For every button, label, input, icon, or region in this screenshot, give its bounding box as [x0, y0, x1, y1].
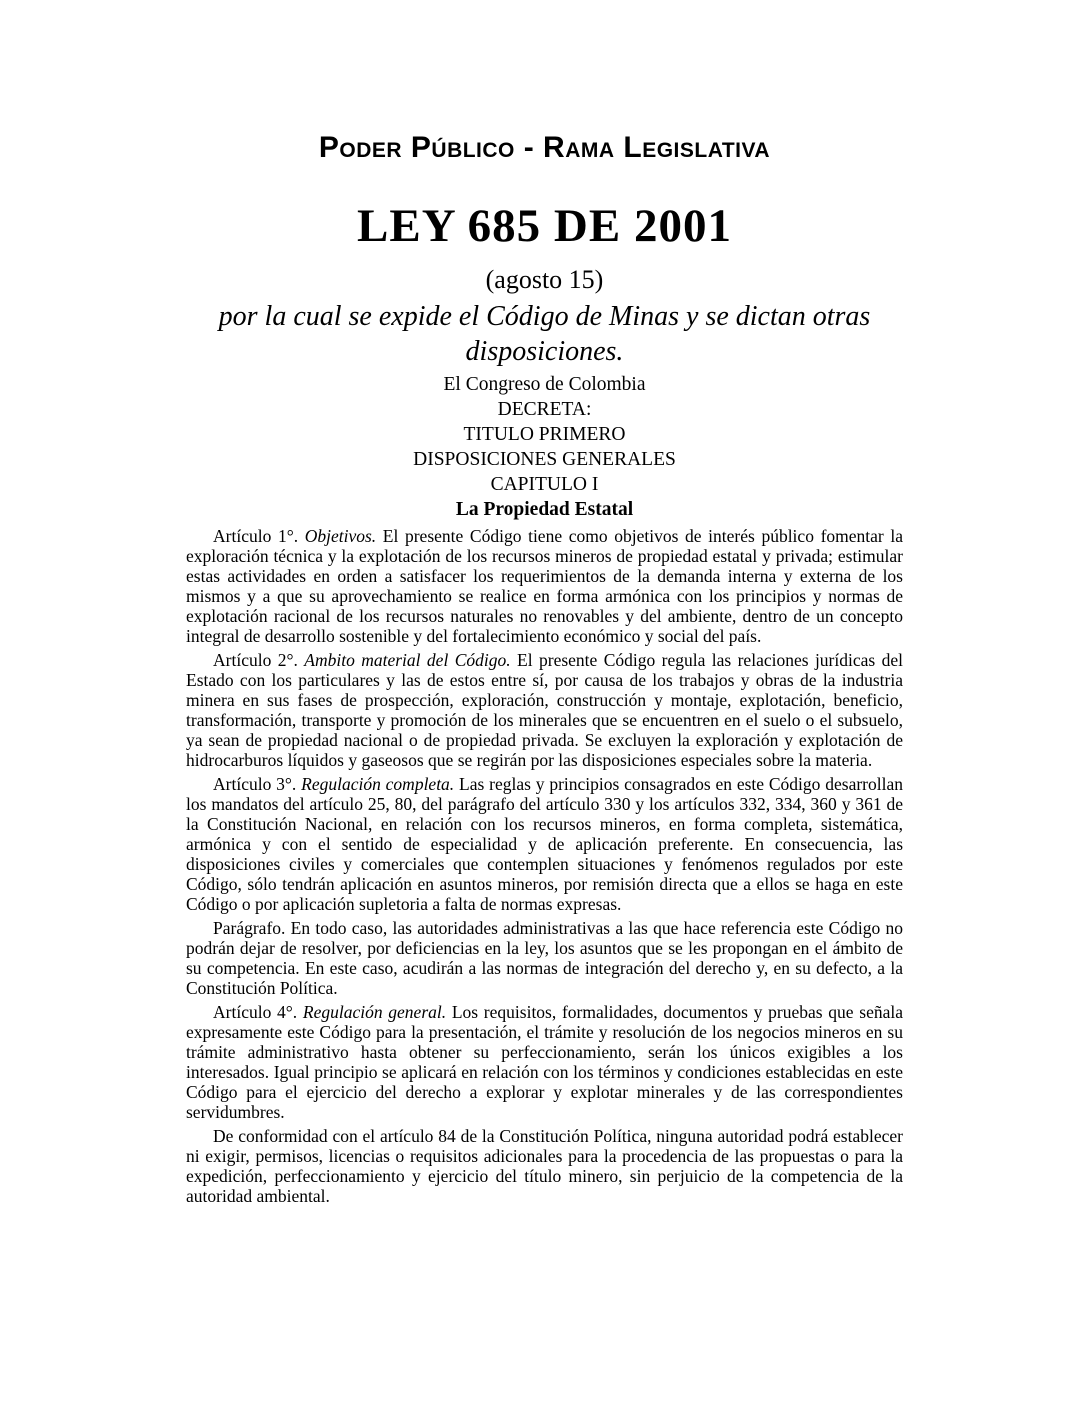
- chapter-title: La Propiedad Estatal: [455, 499, 634, 520]
- article-label: Artículo 3°.: [213, 774, 302, 794]
- articles-section: [186, 526, 903, 1206]
- article-body: El presente Código tiene como objetivos de interés público fomentar la exploración técnica y la explotación de los recursos mineros de propiedad estatal y privada; estimular estas actividades en orden a satisfacer los requerimientos de la demanda interna y externa de los mismos y a que su aprovechamiento se realice en forma armónica con los principios y normas de explotación racional de los recursos naturales no renovables y del ambiente, dentro de un concepto integral de desarrollo sostenible y del fortalecimiento económico y social del país.: [186, 526, 903, 646]
- article-paragraph: [186, 526, 903, 646]
- article-label: Artículo 2°.: [213, 650, 305, 670]
- capitulo-heading: CAPITULO I: [490, 474, 599, 495]
- law-title: LEY 685 DE 2001: [357, 200, 732, 252]
- article-paragraph: [186, 650, 903, 770]
- article-name: Ambito material del Código.: [304, 650, 518, 670]
- issuer-line: El Congreso de Colombia: [443, 374, 646, 395]
- article-label: Artículo 1°.: [213, 526, 305, 546]
- article-name: Regulación general.: [302, 1002, 452, 1022]
- article-paragraph: [186, 1126, 903, 1206]
- decreta-line: DECRETA:: [497, 399, 592, 420]
- article-body: Los requisitos, formalidades, documentos y pruebas que señala expresamente este Código para la presentación, el trámite y resolución de los negocios mineros en su trámite administrativo hasta obtener su perfeccionamiento, serán los únicos exigibles a los interesados. Igual principio se aplicará en relación con los términos y condiciones establecidas en este Código para el ejercicio del derecho a explorar y explotar minerales y de las correspondientes servidumbres.: [186, 1002, 903, 1122]
- titulo-heading: TITULO PRIMERO: [463, 424, 626, 445]
- law-subtitle: por la cual se expide el Código de Minas y se dictan otras disposiciones.: [218, 301, 871, 367]
- document-header: Poder Público - Rama Legislativa: [318, 131, 771, 164]
- article-paragraph: [186, 1002, 903, 1122]
- front-matter: [186, 372, 903, 522]
- disposiciones-heading: DISPOSICIONES GENERALES: [413, 449, 676, 470]
- article-label: Parágrafo.: [213, 918, 291, 938]
- article-body: El presente Código regula las relaciones jurídicas del Estado con los particulares y las de estos entre sí, por causa de los trabajos y obras de la industria minera en sus fases de prospección, exploración, construcción y montaje, explotación, beneficio, transformación, transporte y promoción de los minerales que se encuentren en el suelo o el subsuelo, ya sean de propiedad nacional o de propiedad privada. Se excluyen la exploración y explotación de hidrocarburos líquidos y gaseosos que se regirán por las disposiciones especiales sobre la materia.: [186, 650, 903, 770]
- article-name: Objetivos.: [304, 526, 383, 546]
- article-body: Las reglas y principios consagrados en este Código desarrollan los mandatos del artículo 25, 80, del parágrafo del artículo 330 y los artículos 332, 334, 360 y 361 de la Constitución Nacional, en relación con los recursos mineros, en forma completa, sistemática, armónica y con el sentido de especialidad y de aplicación preferente. En consecuencia, las disposiciones civiles y comerciales que contemplen situaciones y fenómenos regulados por este Código, sólo tendrán aplicación en asuntos mineros, por remisión directa que a ellos se haga en este Código o por aplicación supletoria a falta de normas expresas.: [186, 774, 903, 914]
- article-paragraph: [186, 918, 903, 998]
- article-name: Regulación completa.: [301, 774, 460, 794]
- article-label: Artículo 4°.: [213, 1002, 303, 1022]
- article-body: En todo caso, las autoridades administrativas a las que hace referencia este Código no podrán dejar de resolver, por deficiencias en la ley, los asuntos que se les propongan en el ámbito de su competencia. En este caso, acudirán a las normas de integración del derecho y, en su defecto, a la Constitución Política.: [186, 918, 903, 998]
- article-body: De conformidad con el artículo 84 de la Constitución Política, ninguna autoridad podrá establecer ni exigir, permisos, licencias o requisitos adicionales para la procedencia de las propuestas o para la expedición, perfeccionamiento y ejercicio del título minero, sin perjuicio de la competencia de la autoridad ambiental.: [186, 1126, 903, 1206]
- law-date: (agosto 15): [485, 265, 604, 294]
- article-paragraph: [186, 774, 903, 914]
